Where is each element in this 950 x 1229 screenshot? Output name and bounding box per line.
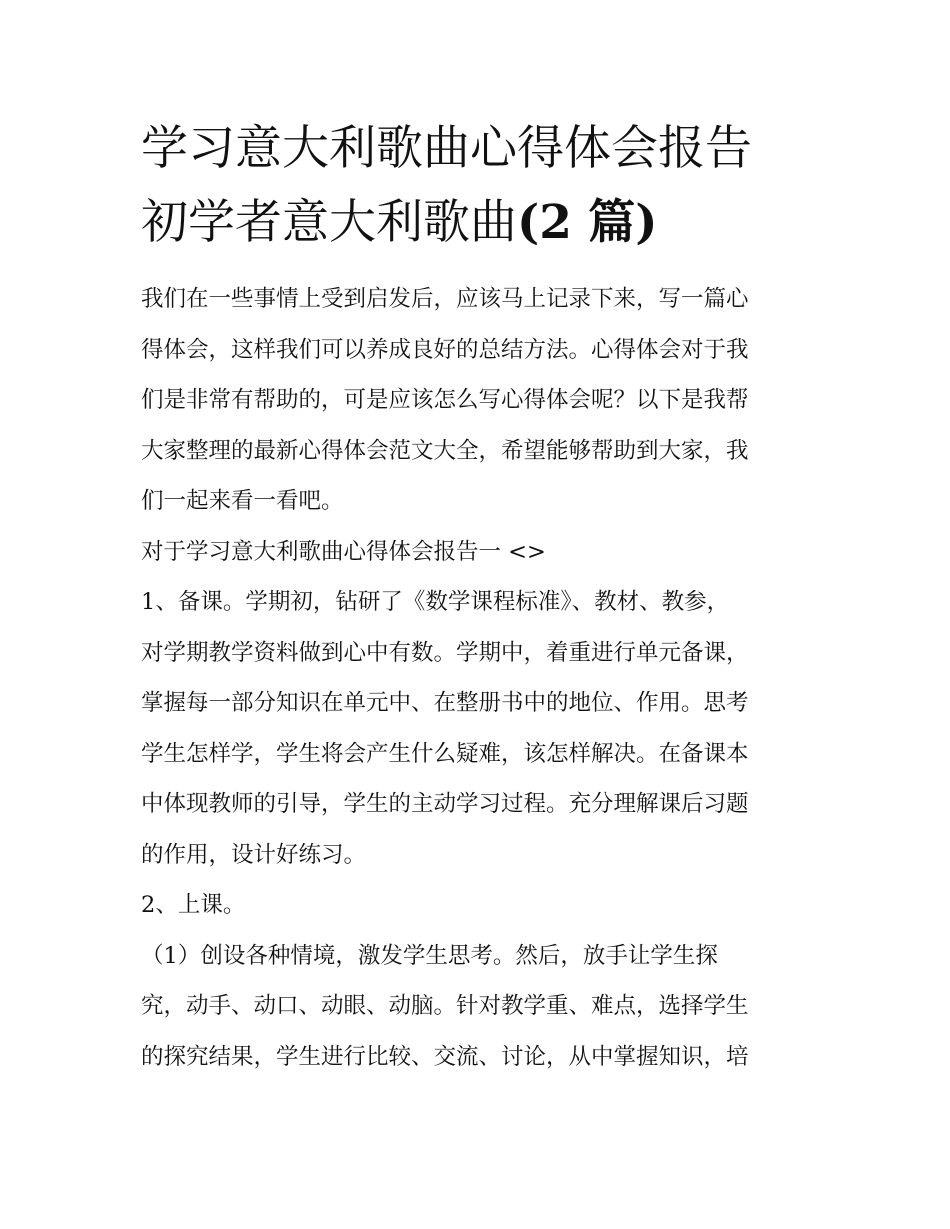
- title-line-1: 学习意大利歌曲心得体会报告: [141, 121, 752, 176]
- item-1-line: 的作用，设计好练习。: [141, 841, 367, 868]
- item-2-sub-paragraph: [141, 931, 821, 1083]
- intro-line: 我们在一些事情上受到启发后，应该马上记录下来，写一篇心: [141, 286, 749, 312]
- intro-line: 们是非常有帮助的，可是应该怎么写心得体会呢？以下是我帮: [141, 387, 749, 413]
- title-line-2-suffix: (2 篇): [517, 195, 658, 250]
- document-title: [141, 112, 821, 260]
- item-2-sub-line: 究，动手、动口、动眼、动脑。针对教学重、难点，选择学生: [141, 993, 749, 1019]
- item-1-line: 对学期教学资料做到心中有数。学期中，着重进行单元备课，: [141, 639, 749, 666]
- section-heading: 对于学习意大利歌曲心得体会报告一 <>: [141, 538, 546, 565]
- intro-paragraph: [141, 274, 821, 527]
- intro-line: 们一起来看一看吧。: [141, 488, 344, 514]
- item-1-line: 学生怎样学，学生将会产生什么疑难，该怎样解决。在备课本: [141, 740, 749, 767]
- item-1-line: 掌握每一部分知识在单元中、在整册书中的地位、作用。思考: [141, 690, 749, 716]
- item-1-line: 1、备课。学期初，钻研了《数学课程标准》、教材、教参，: [141, 589, 730, 615]
- document-page: [141, 112, 821, 1082]
- document-body: [141, 274, 821, 1082]
- title-line-2-prefix: 初学者意大利歌曲: [141, 195, 517, 250]
- item-2-heading: 2、上课。: [141, 892, 246, 918]
- item-1-paragraph: [141, 577, 821, 880]
- intro-line: 大家整理的最新心得体会范文大全，希望能够帮助到大家，我: [141, 437, 749, 464]
- intro-line: 得体会，这样我们可以养成良好的总结方法。心得体会对于我: [141, 336, 749, 363]
- item-2-sub-line: 的探究结果，学生进行比较、交流、讨论，从中掌握知识，培: [141, 1043, 749, 1070]
- item-1-line: 中体现教师的引导，学生的主动学习过程。充分理解课后习题: [141, 791, 749, 817]
- item-2-sub-line: （1）创设各种情境，激发学生思考。然后，放手让学生探: [141, 942, 718, 969]
